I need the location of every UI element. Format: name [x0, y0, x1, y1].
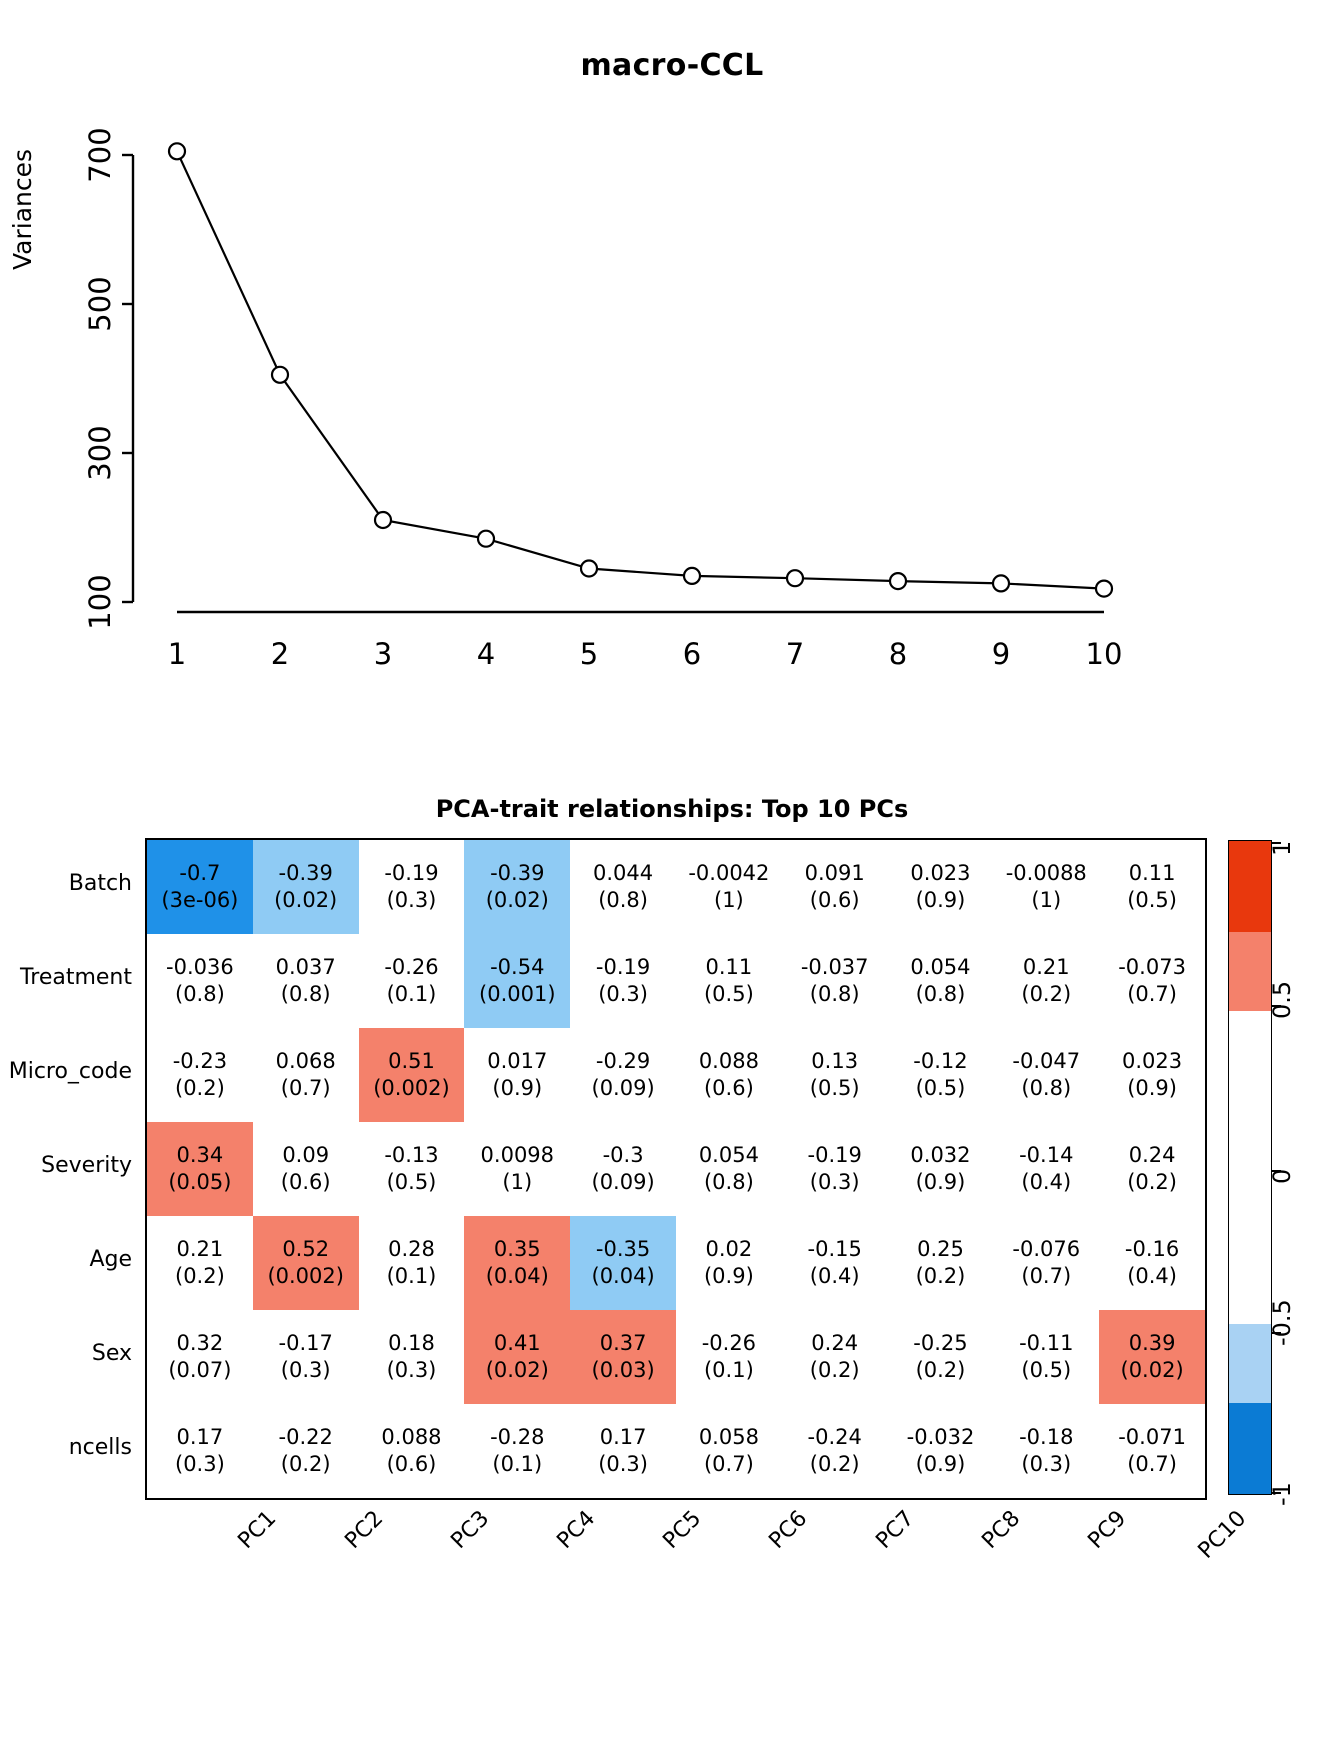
cell-correlation: -0.073: [1118, 955, 1186, 980]
heatmap-cell-micro_code-pc10: [1099, 1028, 1205, 1122]
cell-pvalue: (0.5): [1021, 1358, 1072, 1382]
cell-pvalue: (0.2): [915, 1264, 966, 1288]
cell-correlation: 0.41: [493, 1331, 541, 1356]
y-tick-label-300: 300: [83, 425, 117, 481]
scree-plot-panel: [0, 0, 1344, 760]
heatmap-row-label-sex: Sex: [91, 1341, 132, 1366]
heatmap-cell-age-pc4: [464, 1216, 570, 1310]
cell-correlation: 0.24: [811, 1331, 859, 1356]
legend-tick-label-4: -1: [1268, 1482, 1296, 1506]
cell-pvalue: (0.3): [386, 888, 437, 912]
cell-correlation: 0.054: [698, 1143, 759, 1168]
cell-correlation: -0.23: [172, 1049, 228, 1074]
cell-pvalue: (0.9): [915, 1452, 966, 1476]
cell-correlation: 0.091: [804, 861, 865, 886]
cell-pvalue: (0.02): [485, 888, 549, 912]
heatmap-grid: [145, 838, 1207, 1500]
cell-pvalue: (0.7): [703, 1452, 754, 1476]
heatmap-row: [147, 1028, 1205, 1122]
x-tick-label-8: 8: [888, 637, 908, 671]
cell-pvalue: (0.6): [386, 1452, 437, 1476]
cell-correlation: -0.39: [490, 861, 545, 886]
cell-correlation: -0.16: [1124, 1237, 1180, 1262]
cell-pvalue: (0.5): [1127, 888, 1177, 912]
variance-point-2: [272, 367, 288, 383]
cell-correlation: -0.19: [384, 861, 439, 886]
cell-correlation: 0.054: [910, 955, 971, 980]
cell-pvalue: (0.1): [386, 1264, 437, 1288]
x-tick-label-9: 9: [991, 637, 1011, 671]
heatmap-cell-micro_code-pc8: [888, 1028, 994, 1122]
heatmap-column-label-pc6: PC6: [764, 1506, 813, 1554]
cell-pvalue: (0.8): [598, 888, 648, 912]
heatmap-cell-severity-pc3: [359, 1122, 465, 1216]
heatmap-cell-age-pc8: [888, 1216, 994, 1310]
heatmap-cell-batch-pc8: [888, 840, 994, 934]
cell-correlation: -0.35: [595, 1237, 651, 1262]
cell-correlation: -0.037: [800, 955, 869, 980]
x-tick-label-10: 10: [1085, 637, 1123, 671]
cell-pvalue: (0.5): [703, 982, 754, 1006]
cell-pvalue: (0.6): [809, 888, 860, 912]
heatmap-cell-severity-pc5: [570, 1122, 676, 1216]
color-scale-tick-labels: [1268, 820, 1342, 1520]
cell-pvalue: (0.09): [591, 1076, 655, 1100]
y-tick-label-100: 100: [83, 574, 117, 630]
cell-pvalue: (0.9): [703, 1264, 754, 1288]
x-tick-label-4: 4: [476, 637, 496, 671]
cell-correlation: -0.26: [384, 955, 439, 980]
heatmap-cell-ncells-pc7: [782, 1404, 888, 1498]
heatmap-cell-micro_code-pc2: [253, 1028, 359, 1122]
cell-correlation: -0.7: [179, 861, 221, 886]
cell-correlation: 0.044: [593, 861, 654, 886]
cell-pvalue: (0.02): [274, 888, 338, 912]
cell-pvalue: (0.02): [1120, 1358, 1184, 1382]
heatmap-cell-age-pc3: [359, 1216, 465, 1310]
heatmap-cell-sex-pc4: [464, 1310, 570, 1404]
x-tick-label-6: 6: [682, 637, 702, 671]
heatmap-cell-treatment-pc1: [147, 934, 253, 1028]
cell-pvalue: (0.07): [168, 1358, 232, 1382]
cell-correlation: 0.34: [176, 1143, 224, 1168]
heatmap-row-label-severity: Severity: [41, 1153, 132, 1178]
heatmap-cell-micro_code-pc3: [359, 1028, 465, 1122]
cell-pvalue: (0.05): [168, 1170, 232, 1194]
cell-correlation: 0.39: [1128, 1331, 1176, 1356]
heatmap-cell-treatment-pc3: [359, 934, 465, 1028]
legend-band-1: [1229, 932, 1271, 1010]
cell-correlation: 0.11: [1128, 861, 1176, 886]
cell-pvalue: (0.2): [175, 1264, 225, 1288]
heatmap-cell-sex-pc2: [253, 1310, 359, 1404]
cell-pvalue: (0.9): [1127, 1076, 1177, 1100]
heatmap-cell-batch-pc10: [1099, 840, 1205, 934]
heatmap-cell-sex-pc8: [888, 1310, 994, 1404]
heatmap-cell-ncells-pc9: [993, 1404, 1099, 1498]
heatmap-cell-age-pc2: [253, 1216, 359, 1310]
heatmap-row-label-age: Age: [89, 1247, 132, 1272]
cell-pvalue: (0.9): [492, 1076, 543, 1100]
cell-correlation: 0.37: [599, 1331, 647, 1356]
cell-correlation: 0.32: [176, 1331, 224, 1356]
cell-correlation: -0.071: [1118, 1425, 1186, 1450]
heatmap-cell-treatment-pc4: [464, 934, 570, 1028]
heatmap-row-label-ncells: ncells: [68, 1435, 132, 1460]
cell-correlation: -0.0042: [688, 861, 770, 886]
variance-point-6: [684, 568, 700, 584]
cell-correlation: -0.13: [384, 1143, 439, 1168]
cell-correlation: -0.18: [1019, 1425, 1074, 1450]
cell-correlation: -0.15: [807, 1237, 862, 1262]
heatmap-cell-age-pc5: [570, 1216, 676, 1310]
heatmap-cell-batch-pc1: [147, 840, 253, 934]
heatmap-row-label-treatment: Treatment: [20, 965, 132, 990]
heatmap-cell-treatment-pc5: [570, 934, 676, 1028]
x-tick-label-3: 3: [373, 637, 393, 671]
heatmap-cell-ncells-pc4: [464, 1404, 570, 1498]
cell-pvalue: (0.9): [915, 1170, 966, 1194]
heatmap-cell-micro_code-pc4: [464, 1028, 570, 1122]
cell-correlation: -0.26: [701, 1331, 757, 1356]
cell-correlation: 0.058: [698, 1425, 759, 1450]
cell-correlation: -0.19: [807, 1143, 862, 1168]
cell-correlation: 0.25: [917, 1237, 964, 1262]
cell-correlation: 0.017: [487, 1049, 548, 1074]
legend-band-4: [1229, 1403, 1271, 1494]
cell-pvalue: (1): [714, 888, 744, 912]
cell-correlation: -0.28: [490, 1425, 545, 1450]
heatmap-cell-ncells-pc6: [676, 1404, 782, 1498]
heatmap-cell-ncells-pc5: [570, 1404, 676, 1498]
cell-correlation: 0.02: [705, 1237, 753, 1262]
cell-pvalue: (0.4): [1021, 1170, 1072, 1194]
heatmap-cell-batch-pc3: [359, 840, 465, 934]
heatmap-cell-age-pc6: [676, 1216, 782, 1310]
cell-pvalue: (0.04): [591, 1264, 655, 1288]
cell-pvalue: (0.8): [280, 982, 331, 1006]
cell-pvalue: (0.7): [280, 1076, 331, 1100]
heatmap-column-label-pc3: PC3: [446, 1506, 495, 1554]
cell-pvalue: (0.1): [492, 1452, 543, 1476]
x-tick-label-2: 2: [270, 637, 290, 671]
cell-correlation: 0.023: [910, 861, 971, 886]
cell-pvalue: (0.5): [809, 1076, 860, 1100]
cell-correlation: -0.032: [906, 1425, 975, 1450]
heatmap-cell-batch-pc6: [676, 840, 782, 934]
cell-correlation: 0.21: [176, 1237, 224, 1262]
cell-pvalue: (0.2): [915, 1358, 966, 1382]
heatmap-cell-age-pc9: [993, 1216, 1099, 1310]
cell-pvalue: (1): [502, 1170, 533, 1194]
heatmap-cell-sex-pc10: [1099, 1310, 1205, 1404]
cell-correlation: -0.54: [490, 955, 545, 980]
x-tick-label-5: 5: [579, 637, 599, 671]
cell-pvalue: (0.8): [703, 1170, 754, 1194]
cell-pvalue: (0.5): [915, 1076, 966, 1100]
heatmap-cell-treatment-pc10: [1099, 934, 1205, 1028]
cell-pvalue: (0.03): [591, 1358, 655, 1382]
cell-correlation: -0.11: [1019, 1331, 1074, 1356]
heatmap-title: PCA-trait relationships: Top 10 PCs: [435, 795, 909, 823]
heatmap-cell-severity-pc10: [1099, 1122, 1205, 1216]
cell-correlation: 0.09: [282, 1143, 330, 1168]
heatmap-cell-batch-pc5: [570, 840, 676, 934]
cell-pvalue: (0.7): [1127, 982, 1177, 1006]
cell-correlation: 0.068: [275, 1049, 336, 1074]
pca-trait-heatmap-panel: [0, 760, 1344, 1747]
legend-tick-label-3: -0.5: [1268, 1299, 1296, 1346]
heatmap-cell-age-pc7: [782, 1216, 888, 1310]
cell-correlation: 0.35: [493, 1237, 541, 1262]
heatmap-column-label-pc9: PC9: [1083, 1506, 1132, 1554]
legend-tick-label-2: 0: [1268, 1168, 1296, 1184]
heatmap-cell-treatment-pc2: [253, 934, 359, 1028]
legend-tick-label-1: 0.5: [1268, 980, 1296, 1019]
legend-band-3: [1229, 1324, 1271, 1402]
cell-pvalue: (0.6): [280, 1170, 331, 1194]
cell-pvalue: (0.5): [386, 1170, 437, 1194]
cell-pvalue: (0.3): [386, 1358, 437, 1382]
cell-correlation: 0.51: [388, 1049, 435, 1074]
heatmap-cell-micro_code-pc7: [782, 1028, 888, 1122]
cell-correlation: -0.14: [1019, 1143, 1074, 1168]
heatmap-cell-severity-pc8: [888, 1122, 994, 1216]
cell-pvalue: (0.3): [809, 1170, 860, 1194]
heatmap-cell-ncells-pc8: [888, 1404, 994, 1498]
heatmap-cell-batch-pc9: [993, 840, 1099, 934]
cell-pvalue: (0.8): [809, 982, 860, 1006]
heatmap-column-label-pc5: PC5: [658, 1506, 707, 1554]
variance-point-5: [581, 561, 597, 577]
heatmap-cell-treatment-pc7: [782, 934, 888, 1028]
heatmap-cell-treatment-pc9: [993, 934, 1099, 1028]
variance-point-3: [375, 512, 391, 528]
heatmap-row: [147, 1310, 1205, 1404]
cell-correlation: 0.17: [599, 1425, 647, 1450]
heatmap-column-labels: [145, 1500, 1252, 1620]
cell-correlation: 0.032: [910, 1143, 971, 1168]
cell-correlation: 0.52: [282, 1237, 330, 1262]
x-tick-label-7: 7: [785, 637, 805, 671]
cell-correlation: -0.39: [278, 861, 333, 886]
cell-correlation: 0.24: [1128, 1143, 1176, 1168]
cell-correlation: 0.0098: [480, 1143, 555, 1168]
heatmap-row: [147, 1122, 1205, 1216]
variance-point-4: [478, 531, 494, 547]
heatmap-table: [147, 840, 1205, 1498]
heatmap-column-label-pc10: PC10: [1193, 1506, 1252, 1564]
variance-series-points: [169, 143, 1112, 596]
heatmap-cell-severity-pc7: [782, 1122, 888, 1216]
cell-pvalue: (0.2): [280, 1452, 331, 1476]
heatmap-row-label-batch: Batch: [68, 871, 132, 896]
heatmap-cell-micro_code-pc1: [147, 1028, 253, 1122]
cell-pvalue: (0.002): [267, 1264, 344, 1288]
cell-pvalue: (0.001): [479, 982, 556, 1006]
cell-pvalue: (0.04): [485, 1264, 549, 1288]
cell-pvalue: (0.4): [1127, 1264, 1177, 1288]
cell-pvalue: (0.02): [485, 1358, 549, 1382]
heatmap-cell-treatment-pc6: [676, 934, 782, 1028]
heatmap-cell-sex-pc6: [676, 1310, 782, 1404]
cell-correlation: -0.0088: [1005, 861, 1087, 886]
cell-pvalue: (3e-06): [161, 888, 239, 912]
cell-correlation: -0.22: [278, 1425, 333, 1450]
heatmap-cell-severity-pc4: [464, 1122, 570, 1216]
variance-point-10: [1096, 581, 1112, 597]
heatmap-cell-batch-pc7: [782, 840, 888, 934]
scree-plot-svg: [0, 0, 1344, 760]
cell-pvalue: (0.09): [591, 1170, 655, 1194]
heatmap-cell-ncells-pc3: [359, 1404, 465, 1498]
cell-pvalue: (0.3): [598, 982, 648, 1006]
scree-plot-y-axis-label: Variances: [8, 148, 37, 270]
cell-pvalue: (0.6): [703, 1076, 754, 1100]
cell-pvalue: (0.8): [1021, 1076, 1072, 1100]
legend-band-2: [1229, 1011, 1271, 1324]
variance-point-7: [787, 570, 803, 586]
heatmap-cell-micro_code-pc6: [676, 1028, 782, 1122]
variance-point-8: [890, 573, 906, 589]
cell-correlation: -0.29: [595, 1049, 651, 1074]
heatmap-column-label-pc1: PC1: [233, 1506, 282, 1554]
cell-correlation: 0.088: [381, 1425, 442, 1450]
x-tick-label-1: 1: [167, 637, 187, 671]
heatmap-cell-treatment-pc8: [888, 934, 994, 1028]
cell-pvalue: (0.3): [280, 1358, 331, 1382]
cell-correlation: -0.076: [1012, 1237, 1081, 1262]
heatmap-cell-age-pc1: [147, 1216, 253, 1310]
variance-point-1: [169, 143, 185, 159]
cell-pvalue: (0.2): [809, 1358, 860, 1382]
heatmap-cell-ncells-pc10: [1099, 1404, 1205, 1498]
heatmap-column-label-pc7: PC7: [871, 1506, 919, 1554]
heatmap-column-label-pc8: PC8: [977, 1506, 1026, 1554]
cell-correlation: -0.3: [602, 1143, 644, 1168]
heatmap-cell-micro_code-pc9: [993, 1028, 1099, 1122]
cell-correlation: -0.12: [913, 1049, 968, 1074]
heatmap-row: [147, 1216, 1205, 1310]
heatmap-row: [147, 934, 1205, 1028]
legend-band-0: [1229, 841, 1271, 932]
cell-correlation: 0.18: [388, 1331, 435, 1356]
heatmap-cell-sex-pc9: [993, 1310, 1099, 1404]
cell-pvalue: (0.2): [1021, 982, 1072, 1006]
cell-correlation: -0.036: [166, 955, 234, 980]
heatmap-cell-ncells-pc1: [147, 1404, 253, 1498]
heatmap-cell-micro_code-pc5: [570, 1028, 676, 1122]
cell-correlation: 0.088: [698, 1049, 759, 1074]
cell-correlation: 0.21: [1022, 955, 1070, 980]
heatmap-column-label-pc2: PC2: [340, 1506, 388, 1554]
heatmap-cell-severity-pc9: [993, 1122, 1099, 1216]
heatmap-cell-batch-pc4: [464, 840, 570, 934]
cell-correlation: -0.047: [1012, 1049, 1081, 1074]
cell-pvalue: (0.2): [809, 1452, 860, 1476]
cell-correlation: 0.023: [1122, 1049, 1183, 1074]
cell-correlation: 0.037: [275, 955, 336, 980]
cell-correlation: -0.19: [595, 955, 651, 980]
color-scale-legend: [1228, 840, 1272, 1495]
cell-pvalue: (0.7): [1127, 1452, 1177, 1476]
cell-pvalue: (0.9): [915, 888, 966, 912]
cell-pvalue: (0.2): [175, 1076, 225, 1100]
cell-pvalue: (0.3): [175, 1452, 225, 1476]
cell-correlation: 0.28: [388, 1237, 435, 1262]
legend-tick-label-0: 1: [1268, 840, 1296, 856]
cell-pvalue: (0.8): [175, 982, 225, 1006]
heatmap-cell-severity-pc1: [147, 1122, 253, 1216]
cell-pvalue: (0.7): [1021, 1264, 1072, 1288]
cell-correlation: -0.25: [913, 1331, 968, 1356]
cell-pvalue: (0.3): [598, 1452, 648, 1476]
y-tick-label-500: 500: [83, 276, 117, 332]
cell-correlation: -0.17: [278, 1331, 333, 1356]
heatmap-row: [147, 840, 1205, 934]
heatmap-cell-sex-pc3: [359, 1310, 465, 1404]
cell-correlation: 0.17: [176, 1425, 224, 1450]
cell-pvalue: (0.1): [703, 1358, 754, 1382]
cell-pvalue: (0.8): [915, 982, 966, 1006]
cell-pvalue: (0.3): [1021, 1452, 1072, 1476]
heatmap-cell-ncells-pc2: [253, 1404, 359, 1498]
heatmap-row-label-micro_code: Micro_code: [8, 1059, 132, 1084]
cell-pvalue: (1): [1031, 888, 1062, 912]
heatmap-cell-sex-pc7: [782, 1310, 888, 1404]
heatmap-cell-sex-pc5: [570, 1310, 676, 1404]
cell-correlation: 0.11: [705, 955, 753, 980]
heatmap-column-label-pc4: PC4: [552, 1506, 601, 1554]
heatmap-cell-severity-pc2: [253, 1122, 359, 1216]
heatmap-cell-batch-pc2: [253, 840, 359, 934]
variance-series-line: [177, 151, 1104, 588]
cell-pvalue: (0.4): [809, 1264, 860, 1288]
y-tick-label-700: 700: [83, 127, 117, 183]
cell-pvalue: (0.2): [1127, 1170, 1177, 1194]
cell-correlation: 0.13: [811, 1049, 859, 1074]
heatmap-cell-sex-pc1: [147, 1310, 253, 1404]
scree-plot-title: macro-CCL: [580, 48, 764, 83]
heatmap-cell-severity-pc6: [676, 1122, 782, 1216]
cell-pvalue: (0.002): [373, 1076, 450, 1100]
heatmap-row: [147, 1404, 1205, 1498]
variance-point-9: [993, 575, 1009, 591]
heatmap-cell-age-pc10: [1099, 1216, 1205, 1310]
cell-correlation: -0.24: [807, 1425, 862, 1450]
cell-pvalue: (0.1): [386, 982, 437, 1006]
